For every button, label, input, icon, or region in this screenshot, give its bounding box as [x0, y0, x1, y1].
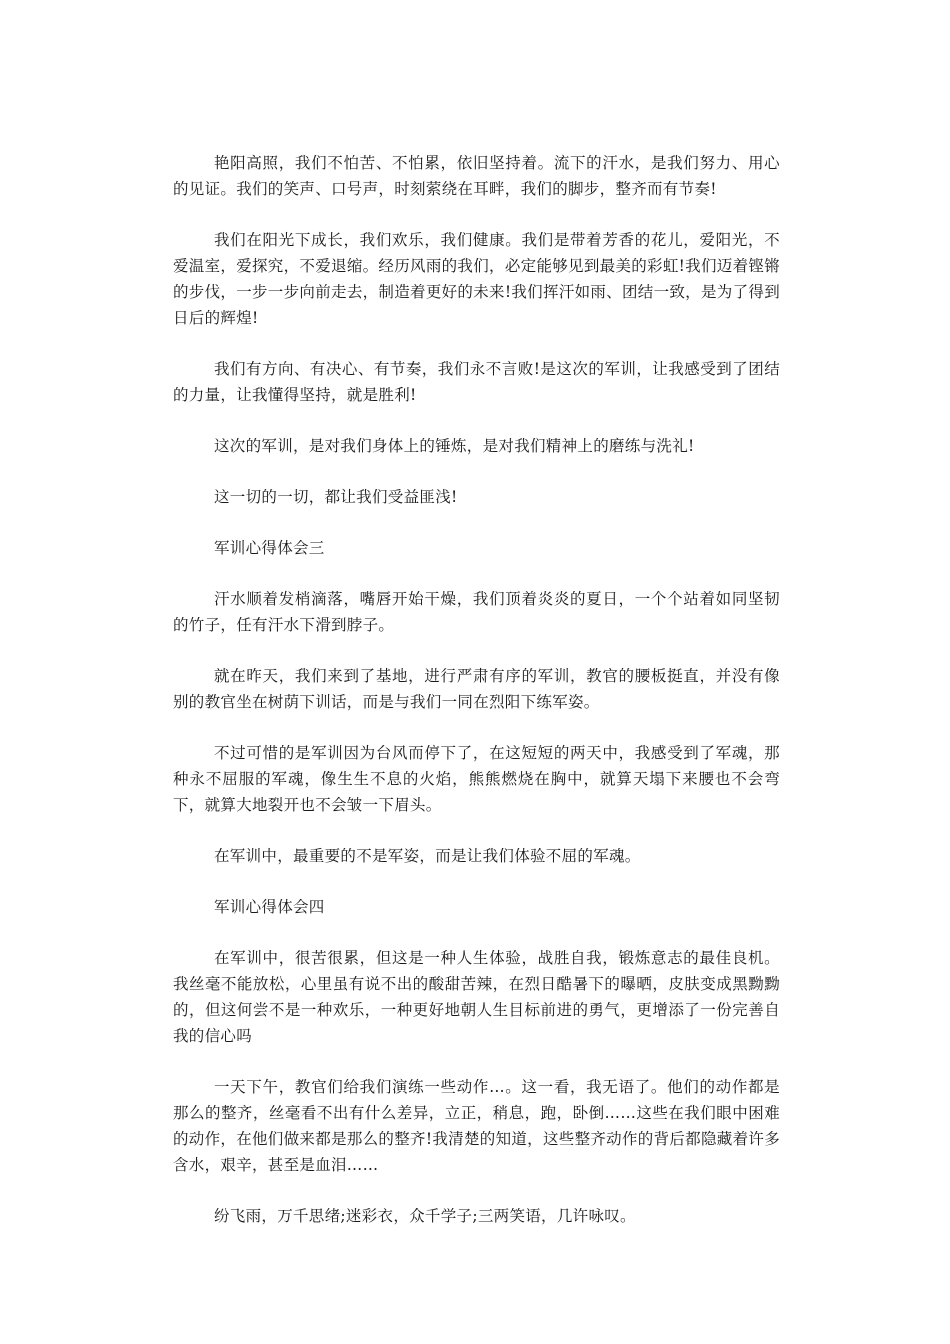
- paragraph: 汗水顺着发梢滴落，嘴唇开始干燥，我们顶着炎炎的夏日，一个个站着如同坚韧的竹子，任有汗水下滑到脖子。: [173, 590, 780, 634]
- paragraph: 艳阳高照，我们不怕苦、不怕累，依旧坚持着。流下的汗水，是我们努力、用心的见证。我们的笑声、口号声，时刻萦绕在耳畔，我们的脚步，整齐而有节奏!: [173, 154, 780, 198]
- paragraph: 纷飞雨，万千思绪;迷彩衣，众千学子;三两笑语，几许咏叹。: [214, 1207, 636, 1225]
- paragraph: 一天下午，教官们给我们演练一些动作…。这一看，我无语了。他们的动作都是那么的整齐，丝毫看不出有什么差异，立正，稍息，跑，卧倒……这些在我们眼中困难的动作，在他们做来都是那么的整齐!我清楚的知道，这些整齐动作的背后都隐藏着许多含水，艰辛，甚至是血泪……: [173, 1078, 780, 1174]
- paragraph: 在军训中，最重要的不是军姿，而是让我们体验不屈的军魂。: [214, 847, 641, 865]
- document-body: [173, 150, 780, 1254]
- section-heading: 军训心得体会三: [214, 539, 325, 557]
- paragraph: 这次的军训，是对我们身体上的锤炼，是对我们精神上的磨练与洗礼!: [214, 437, 695, 455]
- paragraph: 这一切的一切，都让我们受益匪浅!: [214, 488, 458, 506]
- paragraph: 就在昨天，我们来到了基地，进行严肃有序的军训，教官的腰板挺直，并没有像别的教官坐在树荫下训话，而是与我们一同在烈阳下练军姿。: [173, 667, 780, 711]
- paragraph: 不过可惜的是军训因为台风而停下了，在这短短的两天中，我感受到了军魂，那种永不屈服的军魂，像生生不息的火焰，熊熊燃烧在胸中，就算天塌下来腰也不会弯下，就算大地裂开也不会皱一下眉头。: [173, 744, 780, 814]
- paragraph: 我们在阳光下成长，我们欢乐，我们健康。我们是带着芳香的花儿，爱阳光，不爱温室，爱探究，不爱退缩。经历风雨的我们，必定能够见到最美的彩虹!我们迈着铿锵的步伐，一步一步向前走去，制造着更好的未来!我们挥汗如雨、团结一致，是为了得到日后的辉煌!: [173, 231, 780, 327]
- section-heading: 军训心得体会四: [214, 898, 325, 916]
- paragraph: 在军训中，很苦很累，但这是一种人生体验，战胜自我，锻炼意志的最佳良机。我丝毫不能放松，心里虽有说不出的酸甜苦辣，在烈日酷暑下的曝晒，皮肤变成黑黝黝的，但这何尝不是一种欢乐，一种更好地朝人生目标前进的勇气，更增添了一份完善自我的信心吗: [173, 949, 780, 1045]
- paragraph: 我们有方向、有决心、有节奏，我们永不言败!是这次的军训，让我感受到了团结的力量，让我懂得坚持，就是胜利!: [173, 360, 780, 404]
